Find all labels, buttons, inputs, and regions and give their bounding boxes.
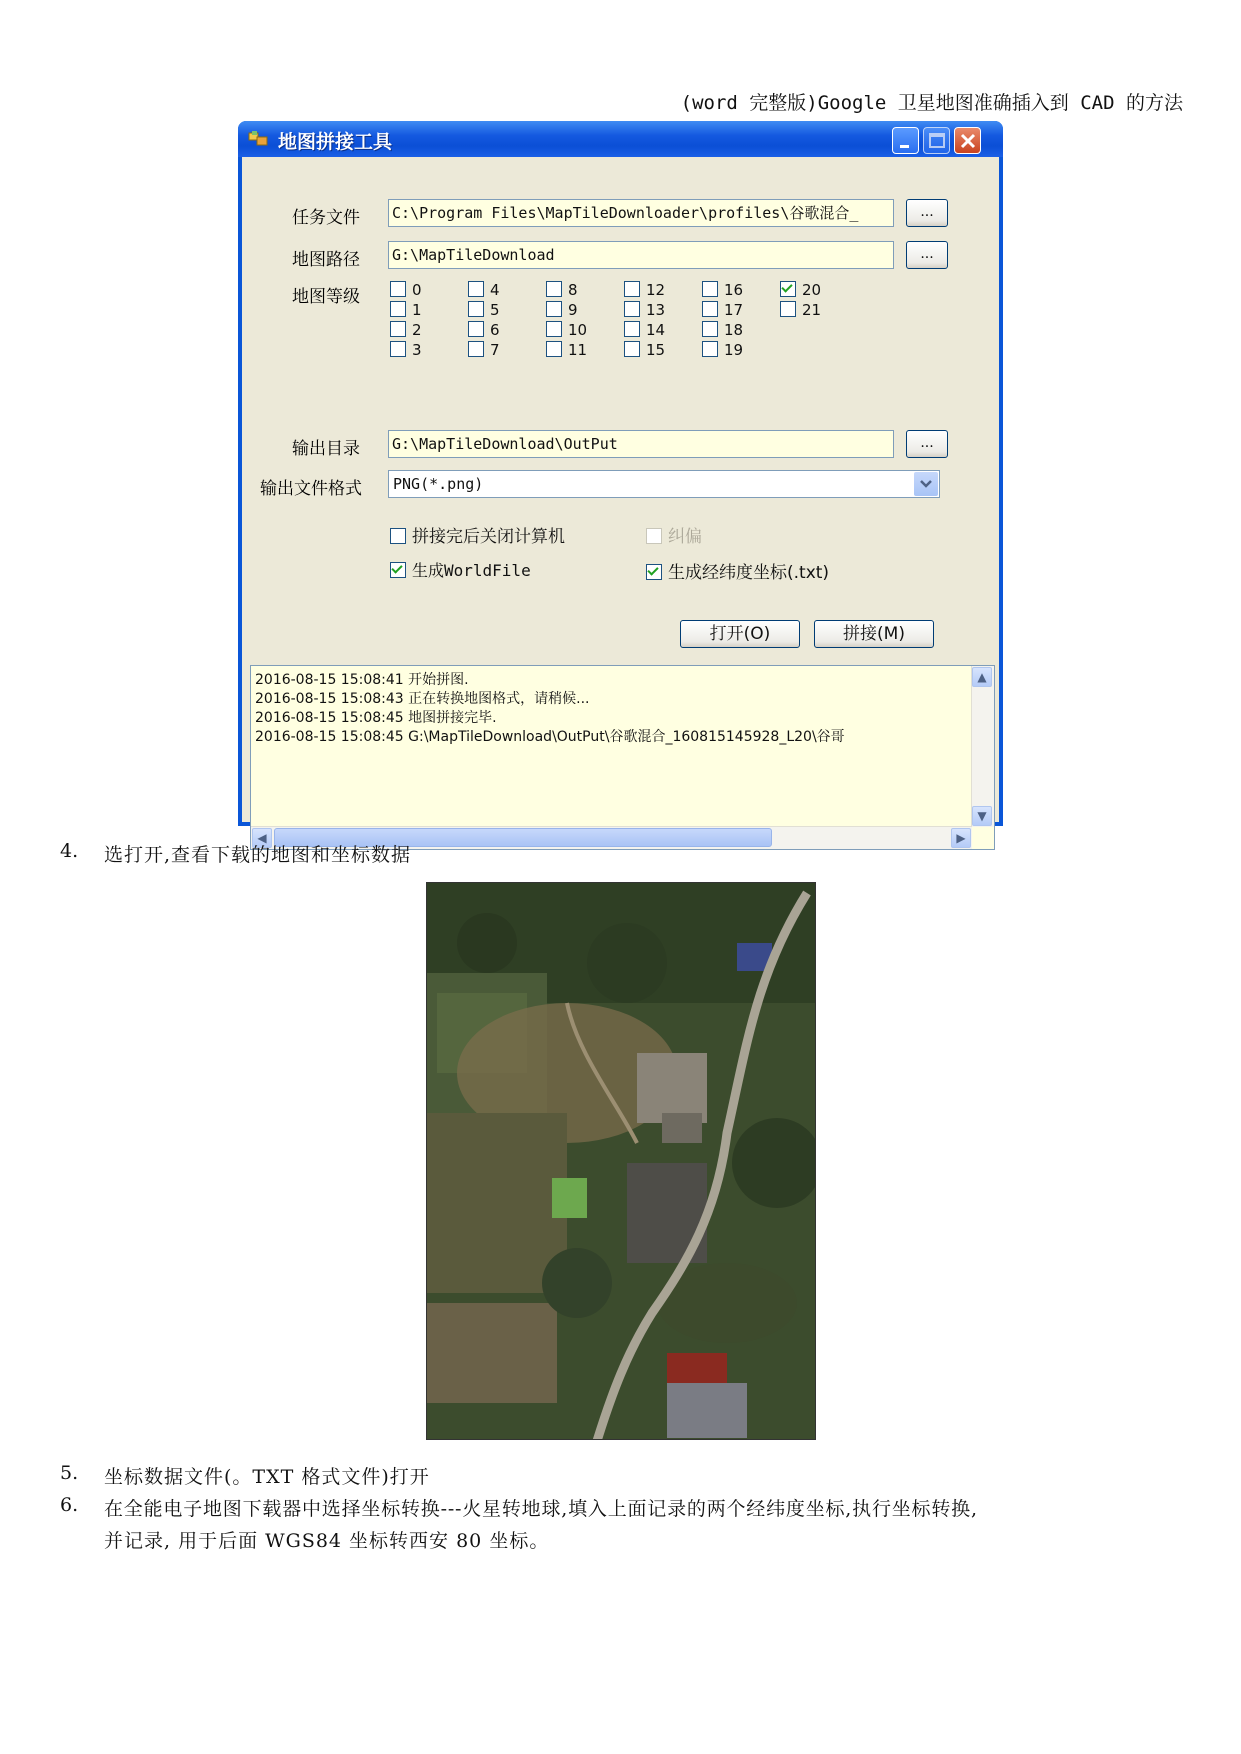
level-label: 8	[568, 281, 578, 299]
task-file-field[interactable]: C:\Program Files\MapTileDownloader\profiles\谷歌混合_	[388, 199, 894, 227]
level-label: 3	[412, 341, 422, 359]
log-line: 2016-08-15 15:08:43 正在转换地图格式，请稍候...	[255, 691, 590, 707]
chevron-down-icon[interactable]	[914, 472, 938, 496]
open-button[interactable]: 打开(O)	[680, 620, 800, 648]
level-checkbox[interactable]	[390, 281, 406, 297]
level-label: 20	[802, 281, 822, 299]
level-label: 2	[412, 321, 422, 339]
item-5-text: 坐标数据文件(。TXT 格式文件)打开	[104, 1466, 430, 1488]
level-label: 16	[724, 281, 744, 299]
title-bar[interactable]	[238, 121, 1003, 157]
level-label: 12	[646, 281, 666, 299]
level-label: 14	[646, 321, 666, 339]
item-6-text: 在全能电子地图下载器中选择坐标转换---火星转地球,填入上面记录的两个经纬度坐标,执行坐标转换,	[104, 1498, 978, 1520]
log-area[interactable]	[250, 665, 995, 850]
level-checkbox[interactable]	[390, 301, 406, 317]
item-6-number: 6.	[60, 1494, 79, 1516]
page-header: (word 完整版)Google 卫星地图准确插入到 CAD 的方法	[680, 92, 1183, 114]
level-option[interactable]	[780, 281, 821, 299]
level-option[interactable]	[390, 321, 422, 339]
close-icon	[955, 128, 982, 155]
correct-option	[646, 522, 702, 547]
window-client	[242, 157, 999, 845]
app-icon	[248, 130, 270, 148]
output-format-label: 输出文件格式	[260, 479, 362, 499]
level-label: 4	[490, 281, 500, 299]
level-checkbox[interactable]	[468, 341, 484, 357]
minimize-button[interactable]	[892, 127, 919, 154]
level-label: 15	[646, 341, 666, 359]
level-option[interactable]	[702, 321, 743, 339]
map-level-label: 地图等级	[292, 287, 360, 307]
satellite-map-image	[426, 882, 816, 1440]
latlon-option-label: 生成经纬度坐标(.txt)	[668, 563, 830, 583]
level-option[interactable]	[468, 281, 500, 299]
correct-option-label: 纠偏	[668, 527, 702, 547]
shutdown-option[interactable]	[390, 522, 565, 547]
level-label: 21	[802, 301, 822, 319]
scroll-left-icon[interactable]: ◀	[252, 828, 272, 848]
level-checkbox[interactable]	[390, 341, 406, 357]
level-option[interactable]	[390, 281, 422, 299]
window-title: 地图拼接工具	[278, 131, 393, 153]
level-label: 0	[412, 281, 422, 299]
level-label: 17	[724, 301, 744, 319]
shutdown-option-label: 拼接完后关闭计算机	[412, 527, 565, 547]
map-path-field[interactable]: G:\MapTileDownload	[388, 241, 894, 269]
level-checkbox[interactable]	[702, 341, 718, 357]
level-label: 9	[568, 301, 578, 319]
level-option[interactable]	[780, 301, 821, 319]
level-label: 18	[724, 321, 744, 339]
level-checkbox[interactable]	[546, 321, 562, 337]
item-4-number: 4.	[60, 840, 79, 862]
level-label: 11	[568, 341, 588, 359]
level-checkbox[interactable]	[546, 301, 562, 317]
level-option[interactable]	[624, 321, 665, 339]
worldfile-option-label: 生成WorldFile	[412, 561, 531, 580]
level-option[interactable]	[546, 281, 578, 299]
level-option[interactable]	[468, 341, 500, 359]
map-stitch-window	[238, 121, 1003, 845]
log-line: 2016-08-15 15:08:45 地图拼接完毕.	[255, 710, 497, 726]
level-option[interactable]	[468, 321, 500, 339]
output-dir-label: 输出目录	[292, 439, 360, 459]
level-label: 13	[646, 301, 666, 319]
maximize-button[interactable]	[923, 127, 950, 154]
log-line: 2016-08-15 15:08:41 开始拼图.	[255, 672, 469, 688]
item-5-number: 5.	[60, 1462, 79, 1484]
level-option[interactable]	[546, 341, 587, 359]
level-option[interactable]	[702, 341, 743, 359]
level-label: 1	[412, 301, 422, 319]
level-checkbox[interactable]	[624, 321, 640, 337]
level-option[interactable]	[702, 281, 743, 299]
task-file-label: 任务文件	[292, 208, 360, 228]
worldfile-option[interactable]	[390, 558, 531, 581]
level-option[interactable]	[468, 301, 500, 319]
task-file-browse-button[interactable]: ...	[906, 199, 948, 227]
level-checkbox[interactable]	[702, 281, 718, 297]
close-button[interactable]	[954, 127, 981, 154]
level-checkbox[interactable]	[702, 321, 718, 337]
level-checkbox[interactable]	[546, 281, 562, 297]
scroll-up-icon[interactable]: ▲	[972, 667, 992, 687]
level-label: 5	[490, 301, 500, 319]
maximize-icon	[924, 128, 951, 155]
level-checkbox[interactable]	[390, 321, 406, 337]
level-checkbox[interactable]	[624, 301, 640, 317]
level-option[interactable]	[624, 341, 665, 359]
level-label: 6	[490, 321, 500, 339]
level-checkbox[interactable]	[780, 281, 796, 297]
scroll-right-icon[interactable]: ▶	[951, 828, 971, 848]
level-option[interactable]	[390, 341, 422, 359]
latlon-checkbox[interactable]	[646, 564, 662, 580]
item-4-text: 选打开,查看下载的地图和坐标数据	[104, 844, 412, 866]
scroll-down-icon[interactable]: ▼	[972, 806, 992, 826]
level-checkbox[interactable]	[780, 301, 796, 317]
level-option[interactable]	[624, 281, 665, 299]
level-option[interactable]	[702, 301, 743, 319]
satellite-map-drawing	[427, 883, 816, 1440]
level-checkbox[interactable]	[546, 341, 562, 357]
level-checkbox[interactable]	[624, 341, 640, 357]
map-path-browse-button[interactable]: ...	[906, 241, 948, 269]
level-checkbox[interactable]	[468, 301, 484, 317]
latlon-option[interactable]	[646, 558, 829, 583]
level-checkbox[interactable]	[624, 281, 640, 297]
log-line: 2016-08-15 15:08:45 G:\MapTileDownload\OutPut\谷歌混合_160815145928_L20\谷哥	[255, 729, 845, 745]
output-format-select[interactable]	[388, 470, 940, 498]
minimize-icon	[893, 128, 920, 155]
vertical-scrollbar[interactable]	[971, 666, 994, 827]
merge-button[interactable]: 拼接(M)	[814, 620, 934, 648]
output-dir-browse-button[interactable]: ...	[906, 430, 948, 458]
log-lines	[255, 671, 955, 747]
level-option[interactable]	[546, 321, 587, 339]
level-label: 10	[568, 321, 588, 339]
item-6-text-continued: 并记录, 用于后面 WGS84 坐标转西安 80 坐标。	[104, 1530, 550, 1552]
level-checkbox[interactable]	[468, 321, 484, 337]
output-format-value: PNG(*.png)	[393, 475, 484, 493]
worldfile-checkbox[interactable]	[390, 562, 406, 578]
level-checkbox[interactable]	[702, 301, 718, 317]
level-option[interactable]	[546, 301, 578, 319]
level-checkbox[interactable]	[468, 281, 484, 297]
level-option[interactable]	[624, 301, 665, 319]
level-option[interactable]	[390, 301, 422, 319]
correct-checkbox	[646, 528, 662, 544]
shutdown-checkbox[interactable]	[390, 528, 406, 544]
level-label: 7	[490, 341, 500, 359]
map-path-label: 地图路径	[292, 250, 360, 270]
output-dir-field[interactable]: G:\MapTileDownload\OutPut	[388, 430, 894, 458]
level-label: 19	[724, 341, 744, 359]
